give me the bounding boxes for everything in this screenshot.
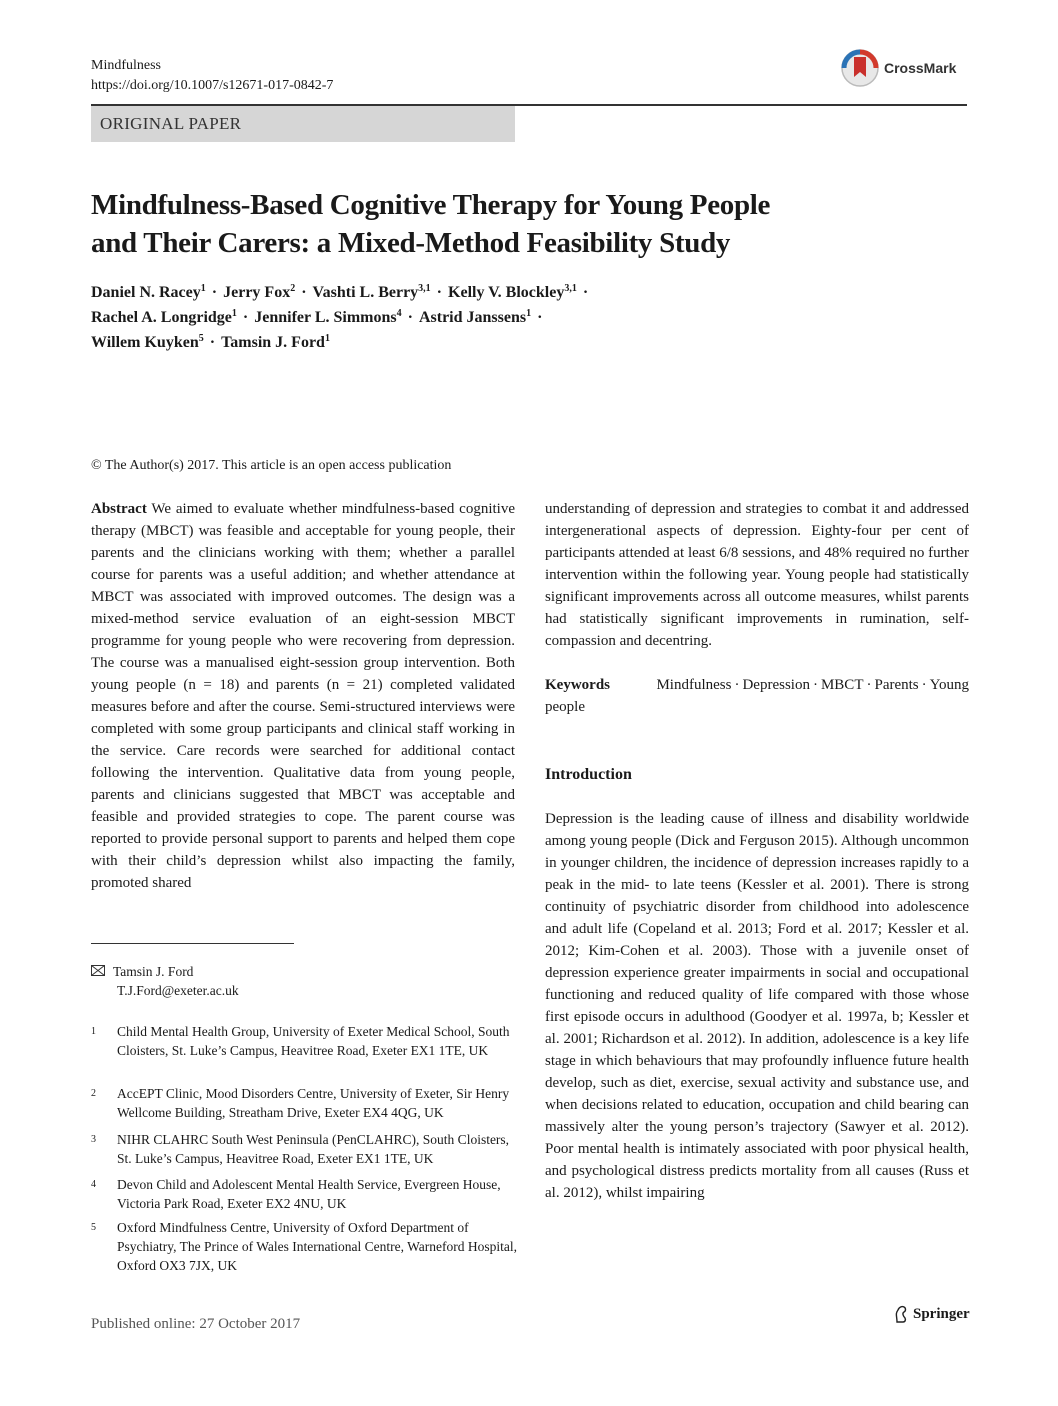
- springer-horse-icon: [893, 1304, 909, 1324]
- affiliation-item: [91, 1084, 517, 1124]
- keyword: Depression: [742, 677, 810, 693]
- introduction-paragraph: Depression is the leading cause of illness and disability worldwide among young people (Dick and Ferguson 2015). Although uncommon in younger children, the incidence of depression increases rapidly to a peak in the mid- to late teens (Kessler et al. 2001). There is strong continuity of psychiatric disorder from childhood into adolescence and adult life (Copeland et al. 2013; Ford et al. 2017; Kessler et al. 2012; Kim-Cohen et al. 2003). Those with a juvenile onset of depression experience greater impairments in social and occupational functioning and reduced quality of life compared with those whose first episode occurs in adulthood (Goodyer et al. 1997a, b; Kessler et al. 2001; Richardson et al. 2012). In addition, adolescence is a key life stage in which behaviours that may profoundly influence future health develop, such as diet, exercise, sexual activity and substance use, and when decisions related to education, occupation and child bearing can massively alter the young person’s trajectory (Sawyer et al. 2012). Poor mental health is intimately associated with poor physical health, and psychological distress predicts mortality from all causes (Russ et al. 2012), whilst impairing: [545, 811, 969, 1201]
- author-name[interactable]: Jennifer L. Simmons: [254, 309, 397, 326]
- journal-name: Mindfulness: [91, 58, 161, 73]
- author-line-1: Daniel N. Racey$^1$ · Jerry Fox$^2$ · Vashti L. Berry$^{3,1}$ · Kelly V. Blockley$^{3,1}$ ·: [91, 283, 589, 301]
- author-affil-sup: 1: [526, 308, 532, 319]
- author-affil-sup: 4: [396, 308, 402, 319]
- title-line-2: and Their Carers: a Mixed-Method Feasibility Study: [91, 227, 731, 259]
- affiliation-item: [91, 1130, 517, 1170]
- affiliation-item: [91, 1022, 517, 1080]
- author-line-3: Willem Kuyken$^5$ · Tamsin J. Ford$^1$: [91, 333, 330, 351]
- author-name[interactable]: Astrid Janssens: [418, 309, 527, 326]
- affiliation-text: AccEPT Clinic, Mood Disorders Centre, University of Exeter, Sir Henry Wellcome Building, Streatham Drive, Exeter EX4 4QG, UK: [117, 1086, 510, 1120]
- keywords-label: Keywords: [545, 677, 610, 693]
- author-affil-sup: 3,1: [564, 283, 577, 294]
- affiliation-number: 2: [91, 1088, 96, 1099]
- doi-link[interactable]: https://doi.org/10.1007/s12671-017-0842-7: [91, 78, 334, 93]
- abstract-left-column: [91, 498, 515, 894]
- author-name[interactable]: Daniel N. Racey: [91, 284, 201, 301]
- crossmark-badge[interactable]: [840, 44, 970, 92]
- paper-type-banner: [91, 106, 515, 142]
- footnote-rule: [91, 943, 294, 944]
- author-name[interactable]: Willem Kuyken: [91, 334, 199, 351]
- corresponding-author-name: Tamsin J. Ford: [113, 964, 194, 979]
- article-title: [91, 186, 851, 262]
- springer-logo: [893, 1304, 970, 1324]
- keyword: Parents: [874, 677, 919, 693]
- springer-wordmark: Springer: [913, 1305, 970, 1322]
- author-name[interactable]: Tamsin J. Ford: [221, 334, 325, 351]
- abstract-label: Abstract: [91, 501, 147, 517]
- author-affil-sup: 2: [290, 283, 296, 294]
- author-affil-sup: 3,1: [418, 283, 431, 294]
- affiliation-text: Oxford Mindfulness Centre, University of Oxford Department of Psychiatry, The Prince of Wales International Centre, Warneford Hospital, Oxford OX3 7JX, UK: [117, 1220, 517, 1273]
- corresponding-author-email[interactable]: T.J.Ford@exeter.ac.uk: [117, 983, 239, 998]
- keyword: Mindfulness: [656, 677, 732, 693]
- author-name[interactable]: Vashti L. Berry: [312, 284, 419, 301]
- section-heading-introduction: Introduction: [545, 766, 632, 783]
- author-affil-sup: 1: [324, 333, 330, 344]
- author-affil-sup: 5: [198, 333, 204, 344]
- author-affil-sup: 1: [200, 283, 206, 294]
- crossmark-label: CrossMark: [884, 60, 957, 76]
- author-line-2: Rachel A. Longridge$^1$ · Jennifer L. Simmons$^4$ · Astrid Janssens$^1$ ·: [91, 308, 543, 326]
- author-list: [91, 280, 851, 355]
- published-online-date: Published online: 27 October 2017: [91, 1316, 301, 1332]
- author-affil-sup: 1: [231, 308, 237, 319]
- affiliation-text: Devon Child and Adolescent Mental Health Service, Evergreen House, Victoria Park Road, Exeter EX2 4NU, UK: [117, 1177, 501, 1211]
- affiliation-number: 4: [91, 1179, 96, 1190]
- keywords-block: Keywords Mindfulness · Depression · MBCT · Parents · Young people: [545, 677, 969, 715]
- affiliation-item: [91, 1175, 517, 1215]
- copyright-notice: © The Author(s) 2017. This article is an open access publication: [91, 458, 452, 473]
- affiliation-text: NIHR CLAHRC South West Peninsula (PenCLAHRC), South Cloisters, St. Luke’s Campus, Heavitree Road, Exeter EX1 1TE, UK: [117, 1132, 510, 1166]
- author-name[interactable]: Kelly V. Blockley: [448, 284, 565, 301]
- keyword: Young people: [545, 677, 969, 715]
- author-name[interactable]: Rachel A. Longridge: [91, 309, 232, 326]
- right-column: [545, 498, 969, 1204]
- affiliation-item: [91, 1218, 517, 1276]
- envelope-icon: [91, 962, 113, 981]
- abstract-text-part1: We aimed to evaluate whether mindfulness-based cognitive therapy (MBCT) was feasible and acceptable for young people, their parents and the clinicians working with them; whether a parallel course for parents was a useful addition; and whether attendance at MBCT was associated with improved outcomes. The design was a mixed-method service evaluation of an eight-session MBCT programme for young people who were recovering from depression. The course was a manualised eight-session group intervention. Both young people (n = 18) and parents (n = 21) completed validated measures before and after the course. Semi-structured interviews were completed with some group participants and clinical staff working in the service. Care records were searched for additional contact following the intervention. Qualitative data from young people, parents and clinicians suggested that MBCT was acceptable and feasible and provided strategies to cope. The parent course was reported to provide personal support to parents and helped them cope with their child’s depression whilst also impacting the family, promoted shared: [91, 501, 515, 891]
- correspondence-block: [91, 962, 239, 1000]
- author-name[interactable]: Jerry Fox: [223, 284, 291, 301]
- title-line-1: Mindfulness-Based Cognitive Therapy for Young People: [91, 189, 771, 221]
- affiliation-number: 3: [91, 1134, 96, 1145]
- abstract-text-part2: understanding of depression and strategies to combat it and addressed intergenerational aspects of depression. Eighty-four per cent of participants attended at least 6/8 sessions, and 48% required no further intervention within the following year. Young people had statistically significant improvements across all outcome measures, whilst parents had statistically significant improvements in rumination, self-compassion and decentring.: [545, 501, 969, 649]
- affiliation-number: 5: [91, 1222, 96, 1233]
- keyword: MBCT: [820, 677, 864, 693]
- affiliation-text: Child Mental Health Group, University of Exeter Medical School, South Cloisters, St. Luke’s Campus, Heavitree Road, Exeter EX1 1TE, UK: [117, 1024, 510, 1058]
- paper-type-label: ORIGINAL PAPER: [100, 114, 242, 133]
- affiliation-number: 1: [91, 1026, 96, 1037]
- crossmark-icon: [840, 48, 880, 88]
